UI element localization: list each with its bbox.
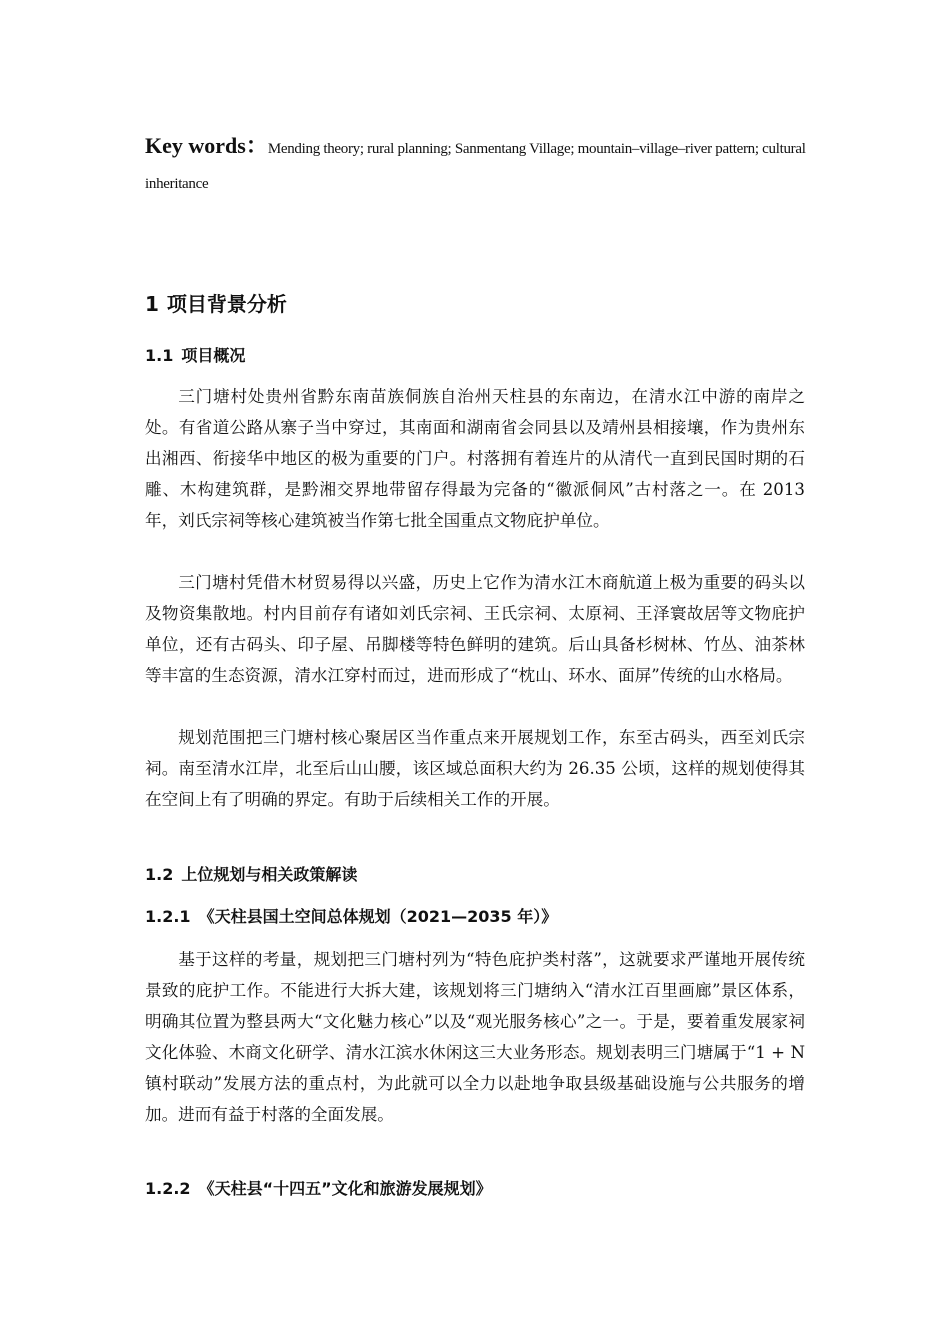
section-1-1-heading	[145, 343, 245, 366]
section-number: 1.2.1	[145, 907, 191, 926]
section-1-heading	[145, 288, 287, 317]
keywords-block	[145, 128, 815, 202]
section-number: 1.2	[145, 865, 174, 884]
section-1-2-heading	[145, 862, 357, 885]
paragraph: 三门塘村处贵州省黔东南苗族侗族自治州天柱县的东南边，在清水江中游的南岸之处。有省道公路从寨子当中穿过，其南面和湖南省会同县以及靖州县相接壤，作为贵州东出湘西、衔接华中地区的极为重要的门户。村落拥有着连片的从清代一直到民国时期的石雕、木构建筑群，是黔湘交界地带留存得最为完备的“徽派侗风”古村落之一。在 2013 年，刘氏宗祠等核心建筑被当作第七批全国重点文物庇护单位。	[145, 387, 805, 530]
section-1-2-2-heading	[145, 1176, 492, 1199]
section-number: 1.2.2	[145, 1179, 191, 1198]
keywords-label: Key words：	[145, 133, 268, 158]
section-title: 上位规划与相关政策解读	[181, 865, 358, 884]
section-number: 1.1	[145, 346, 174, 365]
paragraph: 规划范围把三门塘村核心聚居区当作重点来开展规划工作，东至古码头，西至刘氏宗祠。南至清水江岸，北至后山山腰，该区域总面积大约为 26.35 公顷，这样的规划使得其在空间上有了明确的界定。有助于后续相关工作的开展。	[145, 728, 805, 809]
paragraph: 基于这样的考量，规划把三门塘村列为“特色庇护类村落”，这就要求严谨地开展传统景致的庇护工作。不能进行大拆大建，该规划将三门塘纳入“清水江百里画廊”景区体系，明确其位置为整县两大“文化魅力核心”以及“观光服务核心”之一。于是，要着重发展家祠文化体验、木商文化研学、清水江滨水休闲这三大业务形态。规划表明三门塘属于“1 + N 镇村联动”发展方法的重点村，为此就可以全力以赴地争取县级基础设施与公共服务的增加。进而有益于村落的全面发展。	[145, 950, 805, 1124]
keywords-text: Mending theory; rural planning; Sanmentang Village; mountain–village–river pattern; cultural inheritance	[145, 141, 806, 192]
section-title: 《天柱县国土空间总体规划（2021—2035 年）》	[198, 907, 558, 926]
paragraph: 三门塘村凭借木材贸易得以兴盛，历史上它作为清水江木商航道上极为重要的码头以及物资集散地。村内目前存有诸如刘氏宗祠、王氏宗祠、太原祠、王泽寰故居等文物庇护单位，还有古码头、印子屋、吊脚楼等特色鲜明的建筑。后山具备杉树林、竹丛、油茶林等丰富的生态资源，清水江穿村而过，进而形成了“枕山、环水、面屏”传统的山水格局。	[145, 573, 805, 685]
section-number: 1	[145, 292, 159, 316]
section-1-2-1-heading	[145, 904, 557, 927]
section-title: 项目背景分析	[166, 292, 287, 316]
section-title: 《天柱县“十四五”文化和旅游发展规划》	[198, 1179, 492, 1198]
section-title: 项目概况	[181, 346, 246, 365]
